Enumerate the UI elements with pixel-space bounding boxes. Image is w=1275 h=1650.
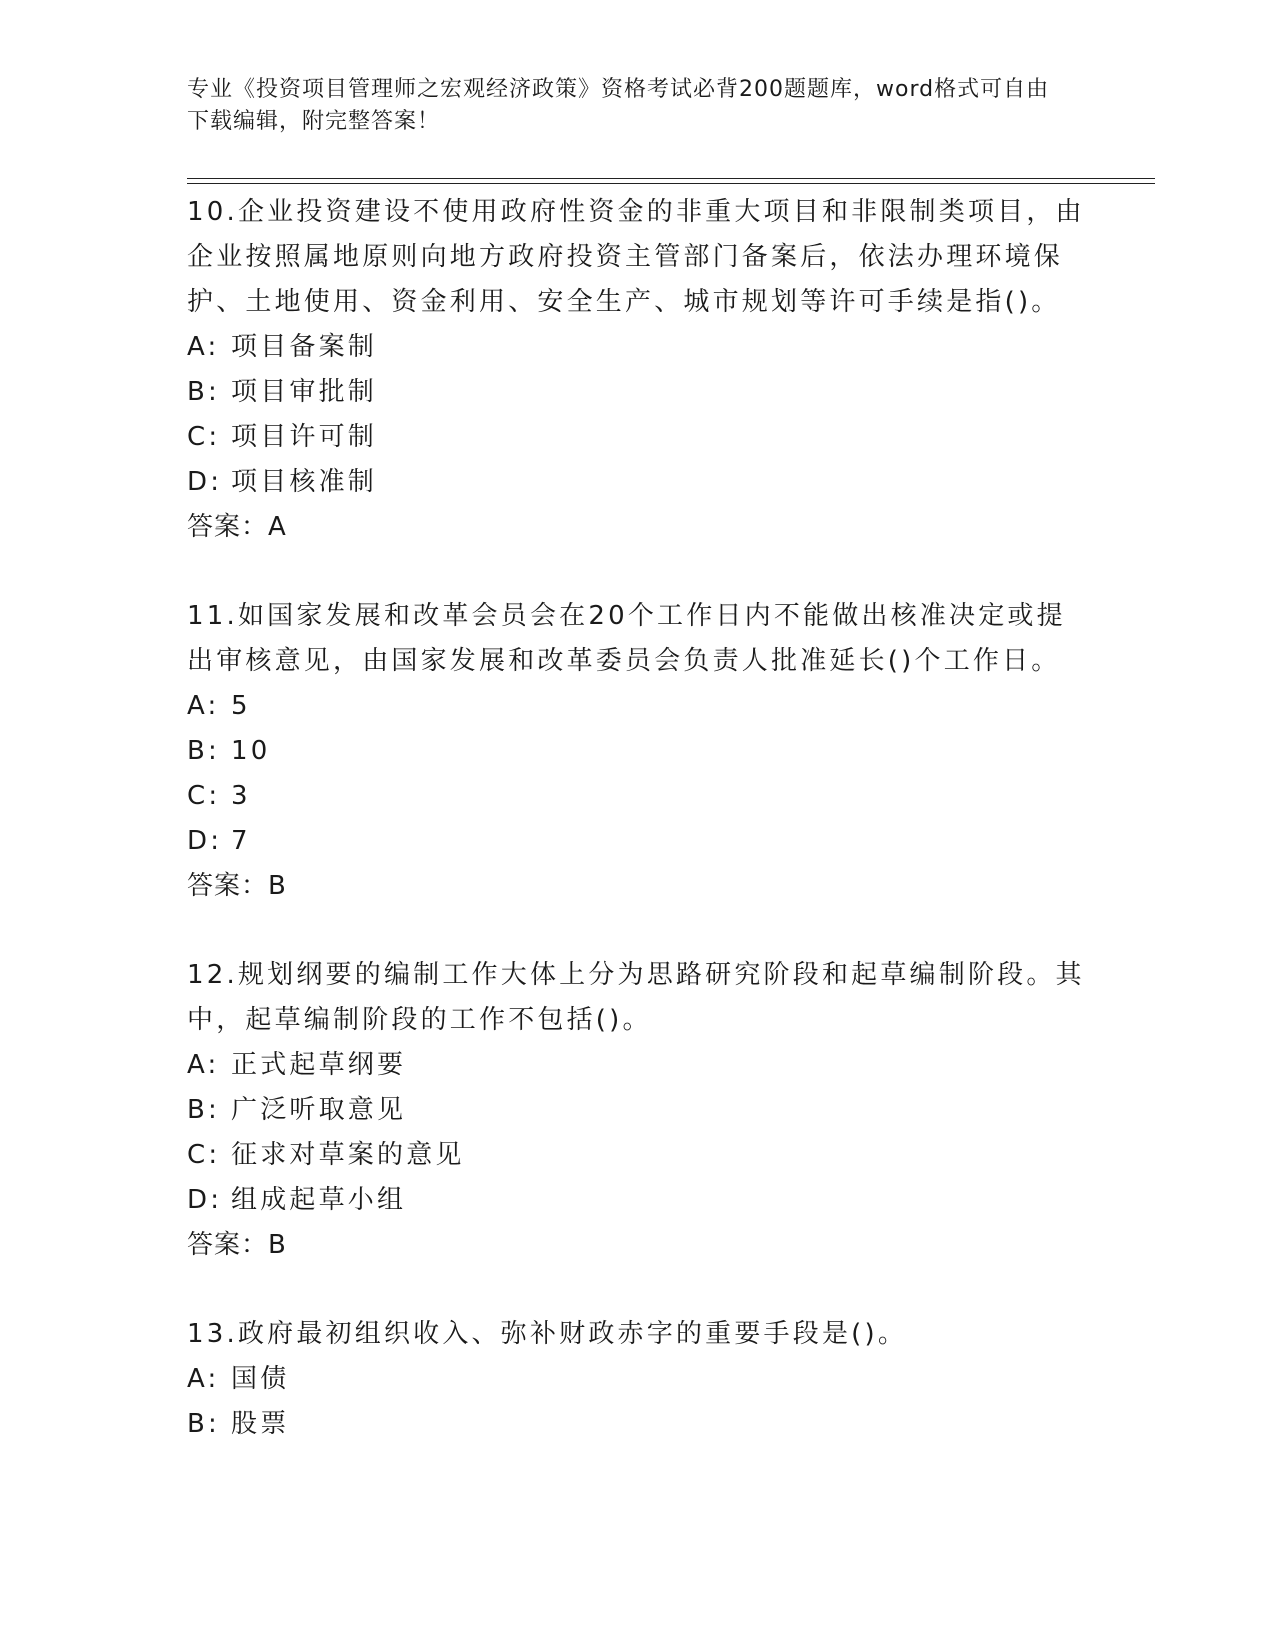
answer-line: 答案：B: [187, 1230, 287, 1260]
option-text: 项目备案制: [231, 332, 378, 362]
option-b: [187, 370, 1087, 415]
answer-line: 答案：A: [187, 512, 287, 542]
question-12: [187, 953, 1087, 1268]
option-text: 项目许可制: [231, 422, 378, 452]
option-key: C:: [187, 422, 221, 452]
option-text: 项目核准制: [231, 467, 378, 497]
option-b: [187, 729, 1087, 774]
option-key: B:: [187, 1095, 220, 1125]
option-text: 组成起草小组: [231, 1185, 407, 1215]
option-b: [187, 1088, 1087, 1133]
option-key: D:: [187, 1185, 223, 1215]
option-a: [187, 1357, 1087, 1402]
option-text: 正式起草纲要: [231, 1050, 407, 1080]
option-key: D:: [187, 467, 223, 497]
option-key: A:: [187, 1364, 220, 1394]
option-c: [187, 774, 1087, 819]
question-11: [187, 594, 1087, 909]
option-text: 国债: [231, 1364, 290, 1394]
question-stem: 13.政府最初组织收入、弥补财政赤字的重要手段是()。: [187, 1319, 908, 1349]
question-list: [187, 190, 1087, 1491]
question-stem: 10.企业投资建设不使用政府性资金的非重大项目和非限制类项目，由企业按照属地原则向地方政府投资主管部门备案后，依法办理环境保护、土地使用、资金利用、安全生产、城市规划等许可手续是指()。: [187, 197, 1085, 317]
option-text: 征求对草案的意见: [231, 1140, 465, 1170]
option-key: A:: [187, 691, 220, 721]
option-text: 5: [231, 691, 251, 721]
option-a: [187, 1043, 1087, 1088]
option-text: 3: [231, 781, 251, 811]
option-text: 股票: [231, 1409, 290, 1439]
option-c: [187, 1133, 1087, 1178]
option-b: [187, 1402, 1087, 1447]
question-13: [187, 1312, 1087, 1447]
option-key: B:: [187, 377, 220, 407]
option-text: 10: [231, 736, 271, 766]
answer-line: 答案：B: [187, 871, 287, 901]
option-d: [187, 1178, 1087, 1223]
header-divider: [187, 178, 1155, 179]
option-key: C:: [187, 781, 221, 811]
option-text: 广泛听取意见: [231, 1095, 407, 1125]
option-text: 7: [231, 826, 251, 856]
option-text: 项目审批制: [231, 377, 378, 407]
header-divider-double: [187, 183, 1155, 184]
option-d: [187, 460, 1087, 505]
question-stem: 11.如国家发展和改革会员会在20个工作日内不能做出核准决定或提出审核意见，由国家发展和改革委员会负责人批准延长()个工作日。: [187, 601, 1066, 676]
option-key: B:: [187, 1409, 220, 1439]
option-key: A:: [187, 332, 220, 362]
document-header: 专业《投资项目管理师之宏观经济政策》资格考试必背200题题库，word格式可自由下载编辑，附完整答案！: [187, 77, 1050, 134]
option-key: D:: [187, 826, 223, 856]
option-key: C:: [187, 1140, 221, 1170]
option-a: [187, 684, 1087, 729]
question-10: [187, 190, 1087, 550]
question-stem: 12.规划纲要的编制工作大体上分为思路研究阶段和起草编制阶段。其中，起草编制阶段的工作不包括()。: [187, 960, 1085, 1035]
option-c: [187, 415, 1087, 460]
option-key: B:: [187, 736, 220, 766]
option-key: A:: [187, 1050, 220, 1080]
option-a: [187, 325, 1087, 370]
option-d: [187, 819, 1087, 864]
